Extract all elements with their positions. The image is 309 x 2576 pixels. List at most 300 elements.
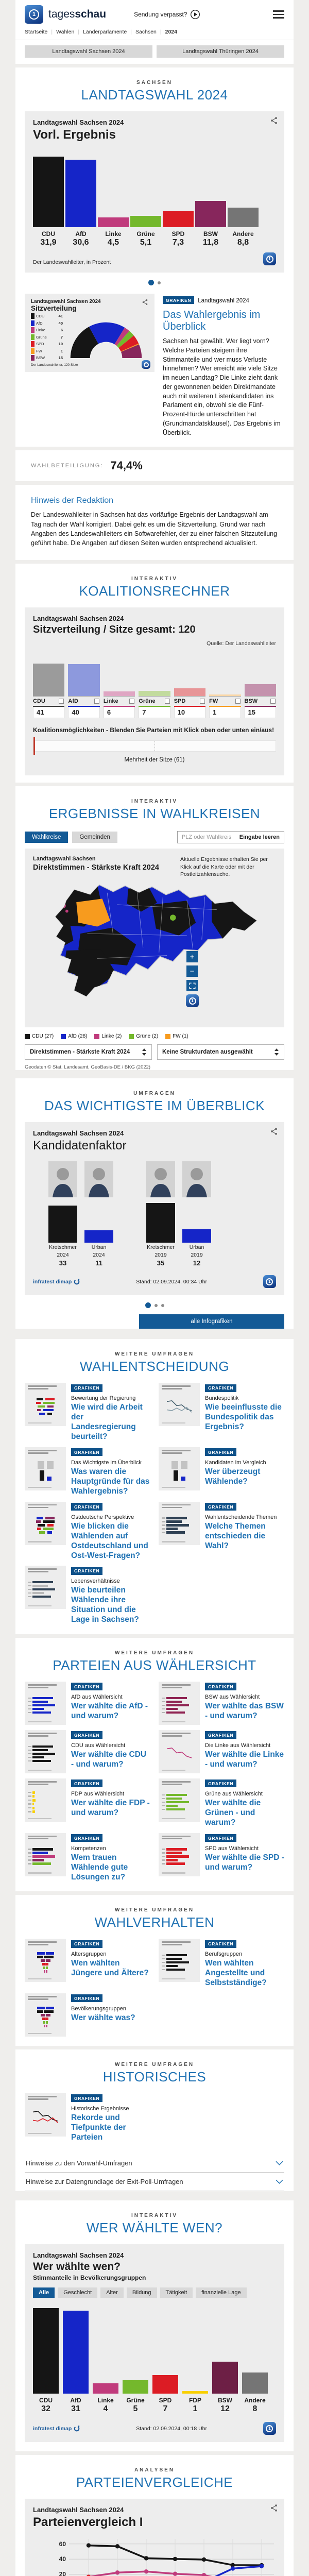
zoom-in-button[interactable]: +	[186, 951, 198, 962]
map-mode-tab[interactable]: Gemeinden	[72, 832, 117, 843]
bar	[68, 664, 99, 696]
teaser-headline[interactable]: Wen wählten Jüngere und Ältere?	[71, 1959, 149, 1978]
teaser-thumbnail	[25, 1778, 66, 1822]
bar-column	[93, 2383, 118, 2414]
section-title: DAS WICHTIGSTE IM ÜBERBLICK	[44, 1098, 265, 1114]
bar	[163, 211, 194, 227]
teaser-kicker: Berufsgruppen	[205, 1951, 243, 1958]
structure-data-select[interactable]	[157, 1044, 284, 1060]
thumb-footer-line	[28, 1721, 52, 1723]
seats-input[interactable]: 7	[139, 707, 170, 718]
candidate-name: Urban	[189, 1244, 204, 1251]
legend-swatch	[129, 1034, 134, 1039]
bar-column	[65, 160, 96, 248]
teaser-headline[interactable]: Wem trauen Wählende gute Lösungen zu?	[71, 1853, 128, 1882]
card-title: Sitzverteilung / Sitze gesamt: 120	[33, 623, 196, 635]
seats-input[interactable]: 40	[68, 707, 99, 718]
teaser-headline[interactable]: Wie beeinflusste die Bundespolitik das Ergebnis?	[205, 1403, 282, 1432]
bar-column	[33, 157, 64, 247]
infratest-dimap-logo: infratest dimap	[33, 1279, 80, 1285]
teaser-kicker: CDU aus Wählersicht	[71, 1742, 126, 1749]
teaser-headline[interactable]: Wer wählte die FDP - und warum?	[71, 1799, 150, 1817]
breadcrumb-item[interactable]: Wahlen	[56, 29, 75, 35]
teaser-link[interactable]	[25, 1730, 150, 1773]
thumb-title-line	[28, 1452, 48, 1454]
bar	[152, 2375, 178, 2394]
bar	[245, 684, 276, 696]
teaser-headline[interactable]: Wie beurteilen Wählende ihre Situation und die Lage in Sachsen?	[71, 1586, 139, 1624]
teaser-thumbnail	[159, 1383, 200, 1426]
section-overline: WEITERE UMFRAGEN	[114, 1907, 195, 1913]
thumb-chart-sketch	[162, 1788, 197, 1817]
candidate-group	[146, 1161, 211, 1267]
bar-value: 12	[220, 2404, 230, 2414]
teaser-headline[interactable]: Wer überzeugt Wählende?	[205, 1467, 261, 1486]
grafiken-badge: GRAFIKEN	[71, 1940, 102, 1948]
selected-structure: Keine Strukturdaten ausgewählt	[162, 1049, 253, 1056]
candidate-value: 35	[157, 1259, 165, 1267]
legend-swatch	[31, 320, 35, 326]
result-chart-card	[25, 111, 284, 273]
thumb-chart-sketch	[162, 1691, 197, 1720]
missed-show-link[interactable]: Sendung verpasst?	[134, 9, 200, 20]
candidate-photo	[182, 1161, 211, 1197]
party-label-row	[33, 696, 64, 706]
section-title: PARTEIEN AUS WÄHLERSICHT	[53, 1657, 256, 1673]
legend-item	[129, 1033, 158, 1039]
party-checkbox[interactable]	[59, 699, 64, 704]
legend-item	[165, 1033, 188, 1039]
bar-value: 32	[41, 2404, 50, 2414]
teaser-link[interactable]	[25, 2093, 150, 2143]
section-ergebnis	[15, 67, 294, 447]
candidate-year: 2024	[57, 1252, 69, 1259]
carousel-dot[interactable]	[145, 1302, 151, 1308]
bar-value: 1	[193, 2404, 198, 2414]
bar-value: 5	[133, 2404, 138, 2414]
brand-name[interactable]: tagesschau	[48, 8, 107, 20]
coalition-calculator-card	[25, 607, 284, 776]
share-icon[interactable]	[270, 116, 278, 127]
thumb-footer-line	[162, 1487, 185, 1488]
stand-timestamp: Stand: 02.09.2024, 00:34 Uhr	[136, 1278, 208, 1285]
legend-item	[31, 348, 63, 354]
section-overline: WEITERE UMFRAGEN	[114, 1351, 195, 1358]
teaser-link[interactable]	[25, 1502, 150, 1561]
thumb-footer-line	[28, 1818, 52, 1820]
teaser-kicker: Wahlentscheidende Themen	[205, 1514, 277, 1520]
teaser-grid	[15, 2093, 294, 2152]
bar-value: 11,8	[202, 238, 219, 247]
bar	[33, 2308, 59, 2394]
thumb-title-line	[162, 1507, 182, 1509]
grafiken-badge: GRAFIKEN	[205, 1384, 236, 1392]
party-label-row	[68, 696, 99, 706]
bar-label: Grüne	[136, 230, 155, 238]
thumb-chart-sketch	[28, 2003, 63, 2031]
card-subtitle: Landtagswahl Sachsen	[33, 856, 96, 862]
teaser-link[interactable]	[159, 1730, 284, 1773]
legend-label: AfD	[36, 320, 43, 326]
breadcrumb-item[interactable]: Länderparlamente	[83, 29, 127, 35]
grafiken-badge: GRAFIKEN	[71, 1780, 102, 1787]
teaser-link[interactable]	[25, 1447, 150, 1497]
section-wahlbeteiligung	[15, 450, 294, 481]
coalition-party-column	[68, 664, 99, 719]
teaser-thumbnail	[25, 1566, 66, 1609]
bar-label: BSW	[218, 2397, 232, 2404]
thumb-footer-line	[28, 1541, 52, 1543]
teaser-kicker: Grüne aus Wählersicht	[205, 1791, 263, 1798]
bar-value: 5,1	[140, 238, 152, 247]
section-historisches	[15, 2049, 294, 2191]
thumb-title-line	[28, 1568, 57, 1570]
thumb-title-line	[162, 1735, 182, 1737]
overview-teaser[interactable]	[163, 294, 284, 437]
thumb-footer-line	[162, 1541, 185, 1543]
teaser-headline[interactable]: Wer wählte die Grünen - und warum?	[205, 1799, 261, 1827]
card-title: Kandidatenfaktor	[33, 1139, 127, 1153]
select-arrows-icon	[274, 1048, 279, 1056]
breadcrumb-item[interactable]: Sachsen	[135, 29, 157, 35]
thumb-footer-line	[162, 1818, 185, 1820]
teaser-kicker: Landtagswahl 2024	[198, 298, 249, 304]
legend-label: FW	[36, 348, 42, 353]
filter-tab[interactable]: Geschlecht	[58, 2287, 97, 2298]
teaser-link[interactable]	[159, 1447, 284, 1497]
breadcrumb-item[interactable]: 2024	[165, 29, 177, 35]
thumb-chart-sketch	[28, 1575, 63, 1604]
seats-input[interactable]: 1	[209, 707, 241, 718]
thumb-chart-sketch	[28, 1788, 63, 1817]
share-icon[interactable]	[270, 1127, 278, 1138]
section-title: HISTORISCHES	[102, 2069, 207, 2085]
hinweis-title: Hinweis der Redaktion	[31, 496, 114, 505]
bar-column	[182, 2391, 208, 2414]
candidate-column	[146, 1161, 175, 1267]
bar-value: 8	[252, 2404, 258, 2414]
party-checkbox[interactable]	[270, 699, 276, 704]
saxony-map[interactable]	[33, 875, 276, 1024]
share-icon[interactable]	[142, 299, 148, 308]
legend-swatch	[31, 355, 35, 361]
thumb-footer-line	[28, 1872, 52, 1874]
search-placeholder: PLZ oder Wahlkreis	[182, 834, 232, 841]
bar-column	[123, 2380, 148, 2414]
sitzverteilung-card[interactable]	[25, 294, 154, 372]
bar	[84, 1230, 113, 1243]
thumb-title-line	[28, 1944, 48, 1945]
bar-value: 31,9	[40, 238, 57, 247]
tagesschau-watermark: 1	[186, 994, 199, 1007]
teaser-link[interactable]	[25, 1383, 150, 1442]
play-icon	[190, 9, 200, 20]
carousel-dot[interactable]	[161, 1304, 164, 1307]
teaser-body	[71, 1778, 150, 1828]
teaser-kicker: Bevölkerungsgruppen	[71, 2006, 127, 2012]
party-label: Grüne	[139, 698, 156, 705]
teaser-kicker: SPD aus Wählersicht	[205, 1845, 259, 1852]
menu-icon[interactable]	[273, 10, 284, 19]
bar-column	[163, 211, 194, 247]
coalition-party-column	[33, 664, 64, 719]
filter-tab[interactable]: finanzielle Lage	[196, 2287, 246, 2298]
teaser-headline[interactable]: Welche Themen entschieden die Wahl?	[205, 1521, 266, 1550]
legend-swatch	[61, 1034, 66, 1039]
teaser-link[interactable]	[159, 1778, 284, 1828]
thumb-title-line	[28, 1687, 48, 1688]
teaser-thumbnail	[159, 1502, 200, 1545]
bar-label: AfD	[70, 2397, 81, 2404]
thumb-title-line	[162, 1836, 191, 1837]
section-overline: ANALYSEN	[134, 2467, 175, 2473]
legend-label: CDU	[36, 314, 45, 319]
section-wichtigste	[15, 1078, 294, 1329]
grafiken-badge: GRAFIKEN	[71, 1994, 102, 2002]
filter-tab[interactable]: Alle	[33, 2287, 55, 2298]
bar-area	[182, 1200, 211, 1243]
bar-label: Andere	[232, 230, 254, 238]
map-mode-tab[interactable]: Wahlkreise	[25, 832, 68, 843]
teaser-thumbnail	[25, 1502, 66, 1545]
teaser-link[interactable]	[159, 1682, 284, 1725]
bar	[33, 157, 64, 227]
legend-item	[31, 341, 63, 347]
teaser-headline[interactable]: Wie wird die Arbeit der Landesregierung beurteilt?	[71, 1403, 143, 1442]
share-icon[interactable]	[270, 2504, 278, 2515]
teaser-headline[interactable]: Wer wählte die SPD - und warum?	[205, 1853, 284, 1872]
carousel-dots	[15, 273, 294, 291]
bar-label: CDU	[42, 230, 55, 238]
metric-select[interactable]	[25, 1044, 152, 1060]
legend-swatch	[94, 1034, 99, 1039]
thumb-title-line	[28, 1838, 48, 1840]
section-title: WER WÄHLTE WEN?	[86, 2219, 223, 2235]
wer-waehlte-wen-card	[25, 2244, 284, 2442]
party-checkbox[interactable]	[94, 699, 99, 704]
bar-value: 8,8	[237, 238, 249, 247]
accordion-row[interactable]	[25, 2154, 284, 2173]
legend-item	[61, 1033, 87, 1039]
seats-input[interactable]: 10	[174, 707, 205, 718]
bar-column	[195, 201, 226, 247]
legend-swatch	[31, 334, 35, 340]
grafiken-badge: GRAFIKEN	[205, 1683, 236, 1690]
legend-label: Grüne	[36, 334, 47, 340]
grafiken-badge: GRAFIKEN	[205, 1503, 236, 1511]
teaser-headline[interactable]: Was waren die Hauptgründe für das Wahlergebnis?	[71, 1467, 150, 1496]
card-subtitle: Landtagswahl Sachsen 2024	[33, 2506, 124, 2514]
teaser-thumbnail	[159, 1730, 200, 1773]
teaser-link[interactable]	[25, 1939, 150, 1988]
breadcrumb-separator: |	[160, 29, 162, 35]
coalition-bar-chart	[33, 664, 276, 719]
teaser-link[interactable]	[25, 1833, 150, 1883]
teaser-link[interactable]	[25, 1566, 150, 1625]
teaser-link[interactable]	[159, 1939, 284, 1988]
teaser-body	[205, 1778, 284, 1828]
teaser-kicker: Das Wichtigste im Überblick	[71, 1460, 142, 1466]
seats-input[interactable]: 6	[104, 707, 135, 718]
card-subtitle: Landtagswahl Sachsen 2024	[33, 118, 124, 126]
thumb-chart-sketch	[28, 1392, 63, 1421]
seats-input[interactable]: 15	[245, 707, 276, 718]
geodata-caption: Geodaten © Stat. Landesamt, GeoBasis-DE / BKG (2022)	[25, 1064, 151, 1071]
top-tab[interactable]: Landtagswahl Sachsen 2024	[25, 45, 152, 58]
bar	[33, 664, 64, 697]
teaser-headline[interactable]: Wen wählten Angestellte und Selbstständige?	[205, 1959, 267, 1988]
teaser-headline[interactable]: Wer wählte was?	[71, 2013, 135, 2023]
teaser-headline[interactable]: Rekorde und Tiefpunkte der Parteien	[71, 2113, 126, 2142]
map-mode-tabs	[25, 832, 117, 843]
teaser-body: Sachsen hat gewählt. Wer liegt vorn? Welche Parteien steigern ihre Stimmanteile und wer muss Verluste hinnehmen? Wer erreicht wie viele Sitze im neuen Landtag? Die Linke zieht dank der gewonnenen beiden Direktmandate auch mit weiteren Listenkandidaten ins Parlament ein, obwohl sie die Fünf-Prozent-Hürde unterschritten hat (Grundmandatsklausel). Das Ergebnis im Überblick.	[163, 337, 281, 436]
filter-tab[interactable]: Alter	[100, 2287, 124, 2298]
teaser-thumbnail	[25, 1730, 66, 1773]
teaser-link[interactable]	[159, 1502, 284, 1561]
brand-row	[15, 0, 294, 27]
section-title: KOALITIONSRECHNER	[79, 583, 230, 599]
carousel-dot[interactable]	[154, 1304, 158, 1307]
teaser-body	[205, 1730, 284, 1773]
party-label: SPD	[174, 698, 186, 705]
teaser-thumbnail	[159, 1682, 200, 1725]
bar-label: BSW	[203, 230, 218, 238]
legend-value: 6	[60, 328, 63, 333]
bar-label: Andere	[244, 2397, 266, 2404]
plz-search-input[interactable]	[177, 831, 284, 843]
bar-label: FDP	[189, 2397, 201, 2404]
teaser-headline[interactable]: Wer wählte das BSW - und warum?	[205, 1702, 284, 1720]
demographic-filter-tabs	[33, 2287, 276, 2298]
accordion-label: Hinweise zur Datengrundlage der Exit-Poll-Umfragen	[26, 2177, 183, 2185]
teaser-body	[71, 1502, 150, 1561]
bar	[48, 1206, 77, 1243]
teaser-link[interactable]	[25, 1778, 150, 1828]
teaser-thumbnail	[159, 1833, 200, 1876]
turnout-value: 74,4%	[110, 459, 143, 472]
filter-tab[interactable]: Tätigkeit	[160, 2287, 193, 2298]
thumb-footer-line	[28, 1770, 52, 1771]
thumb-chart-sketch	[162, 1392, 197, 1421]
teaser-body	[205, 1502, 284, 1561]
legend-label: Grüne (2)	[136, 1033, 159, 1040]
bar	[104, 691, 135, 696]
section-wahlkreise	[15, 786, 294, 1070]
party-checkbox[interactable]	[200, 699, 205, 704]
tagesschau-logo[interactable]: 1	[25, 5, 43, 24]
thumb-chart-sketch	[162, 1948, 197, 1977]
bar	[98, 217, 129, 227]
zoom-out-button[interactable]: −	[186, 965, 198, 977]
candidate-photo	[146, 1161, 175, 1197]
thumb-title-line	[162, 1784, 182, 1785]
bar-value: 4,5	[107, 238, 119, 247]
thumb-title-line	[28, 1385, 57, 1387]
candidate-year: 2019	[154, 1252, 167, 1259]
legend-label: Linke (2)	[101, 1033, 122, 1040]
thumb-footer-line	[162, 1978, 185, 1980]
legend-label: FW (1)	[173, 1033, 188, 1040]
candidate-photo	[48, 1161, 77, 1197]
bar-label: CDU	[39, 2397, 53, 2404]
thumb-footer-line	[162, 1872, 185, 1874]
infratest-dimap-logo: infratest dimap	[33, 2426, 80, 2432]
section-hinweis	[15, 485, 294, 560]
party-checkbox[interactable]	[235, 699, 241, 704]
carousel-dot[interactable]	[158, 281, 161, 284]
party-checkbox[interactable]	[129, 699, 134, 704]
bar-area	[146, 1200, 175, 1243]
legend-value: 10	[58, 342, 63, 347]
map-controls	[186, 951, 198, 991]
teaser-headline[interactable]: Wer wählte die Linke - und warum?	[205, 1750, 284, 1769]
teaser-thumbnail	[25, 1939, 66, 1982]
bar-value: 7	[163, 2404, 168, 2414]
legend-label: Linke	[36, 328, 45, 333]
teaser-thumbnail	[25, 2093, 66, 2137]
chart-source: Quelle: Der Landeswahlleiter	[207, 640, 276, 647]
thumb-title-line	[28, 1388, 48, 1389]
teaser-link[interactable]	[25, 1682, 150, 1725]
section-overline: INTERAKTIV	[131, 2212, 178, 2218]
card-title: Wer wählte wen?	[33, 2260, 121, 2273]
teaser-link[interactable]	[159, 1833, 284, 1883]
grafiken-badge: GRAFIKEN	[163, 296, 194, 304]
all-infographics-button[interactable]: alle Infografiken	[139, 1314, 284, 1329]
stand-timestamp: Stand: 02.09.2024, 00:18 Uhr	[136, 2425, 208, 2432]
teaser-link[interactable]	[159, 1383, 284, 1442]
tagesschau-watermark: 1	[263, 2422, 276, 2435]
teaser-thumbnail	[159, 1939, 200, 1982]
grafiken-badge: GRAFIKEN	[71, 1448, 102, 1456]
section-overline: INTERAKTIV	[131, 575, 178, 582]
turnout-label: WAHLBETEILIGUNG:	[31, 463, 104, 469]
coalition-party-column	[245, 664, 276, 719]
thumb-footer-line	[28, 1487, 52, 1488]
teaser-grid	[15, 1939, 294, 2046]
top-tab[interactable]: Landtagswahl Thüringen 2024	[157, 45, 284, 58]
carousel-dot[interactable]	[148, 280, 154, 285]
accordion-row[interactable]	[25, 2173, 284, 2191]
thumb-title-line	[162, 1504, 191, 1506]
candidate-name: Urban	[91, 1244, 107, 1251]
teaser-headline[interactable]: Wie blicken die Wählenden auf Ostdeutschland und Ost-West-Fragen?	[71, 1521, 148, 1560]
legend-swatch	[31, 327, 35, 333]
clear-input-button[interactable]: Eingabe leeren	[239, 834, 280, 841]
teaser-headline[interactable]: Wer wählte die CDU - und warum?	[71, 1750, 147, 1769]
bar	[65, 160, 96, 228]
bar	[139, 691, 170, 697]
thumb-chart-sketch	[162, 1842, 197, 1871]
fullscreen-button[interactable]	[186, 980, 198, 991]
filter-tab[interactable]: Bildung	[127, 2287, 157, 2298]
accordion-list	[25, 2154, 284, 2191]
legend-swatch	[31, 313, 35, 319]
card-title: Parteienvergleich I	[33, 2515, 143, 2530]
thumb-title-line	[28, 1733, 57, 1734]
breadcrumb-item[interactable]: Startseite	[25, 29, 48, 35]
teaser-headline[interactable]: Wer wählte die AfD - und warum?	[71, 1702, 148, 1720]
teaser-link[interactable]	[25, 1993, 150, 2037]
breadcrumb	[15, 27, 294, 40]
thumb-title-line	[28, 1998, 48, 2000]
party-checkbox[interactable]	[165, 699, 170, 704]
teaser-headline[interactable]: Das Wahlergebnis im Überblick	[163, 309, 261, 333]
seats-input[interactable]: 41	[33, 707, 64, 718]
thumb-chart-sketch	[28, 1842, 63, 1871]
map-container[interactable]	[33, 875, 276, 1024]
thumb-title-line	[162, 1452, 182, 1454]
